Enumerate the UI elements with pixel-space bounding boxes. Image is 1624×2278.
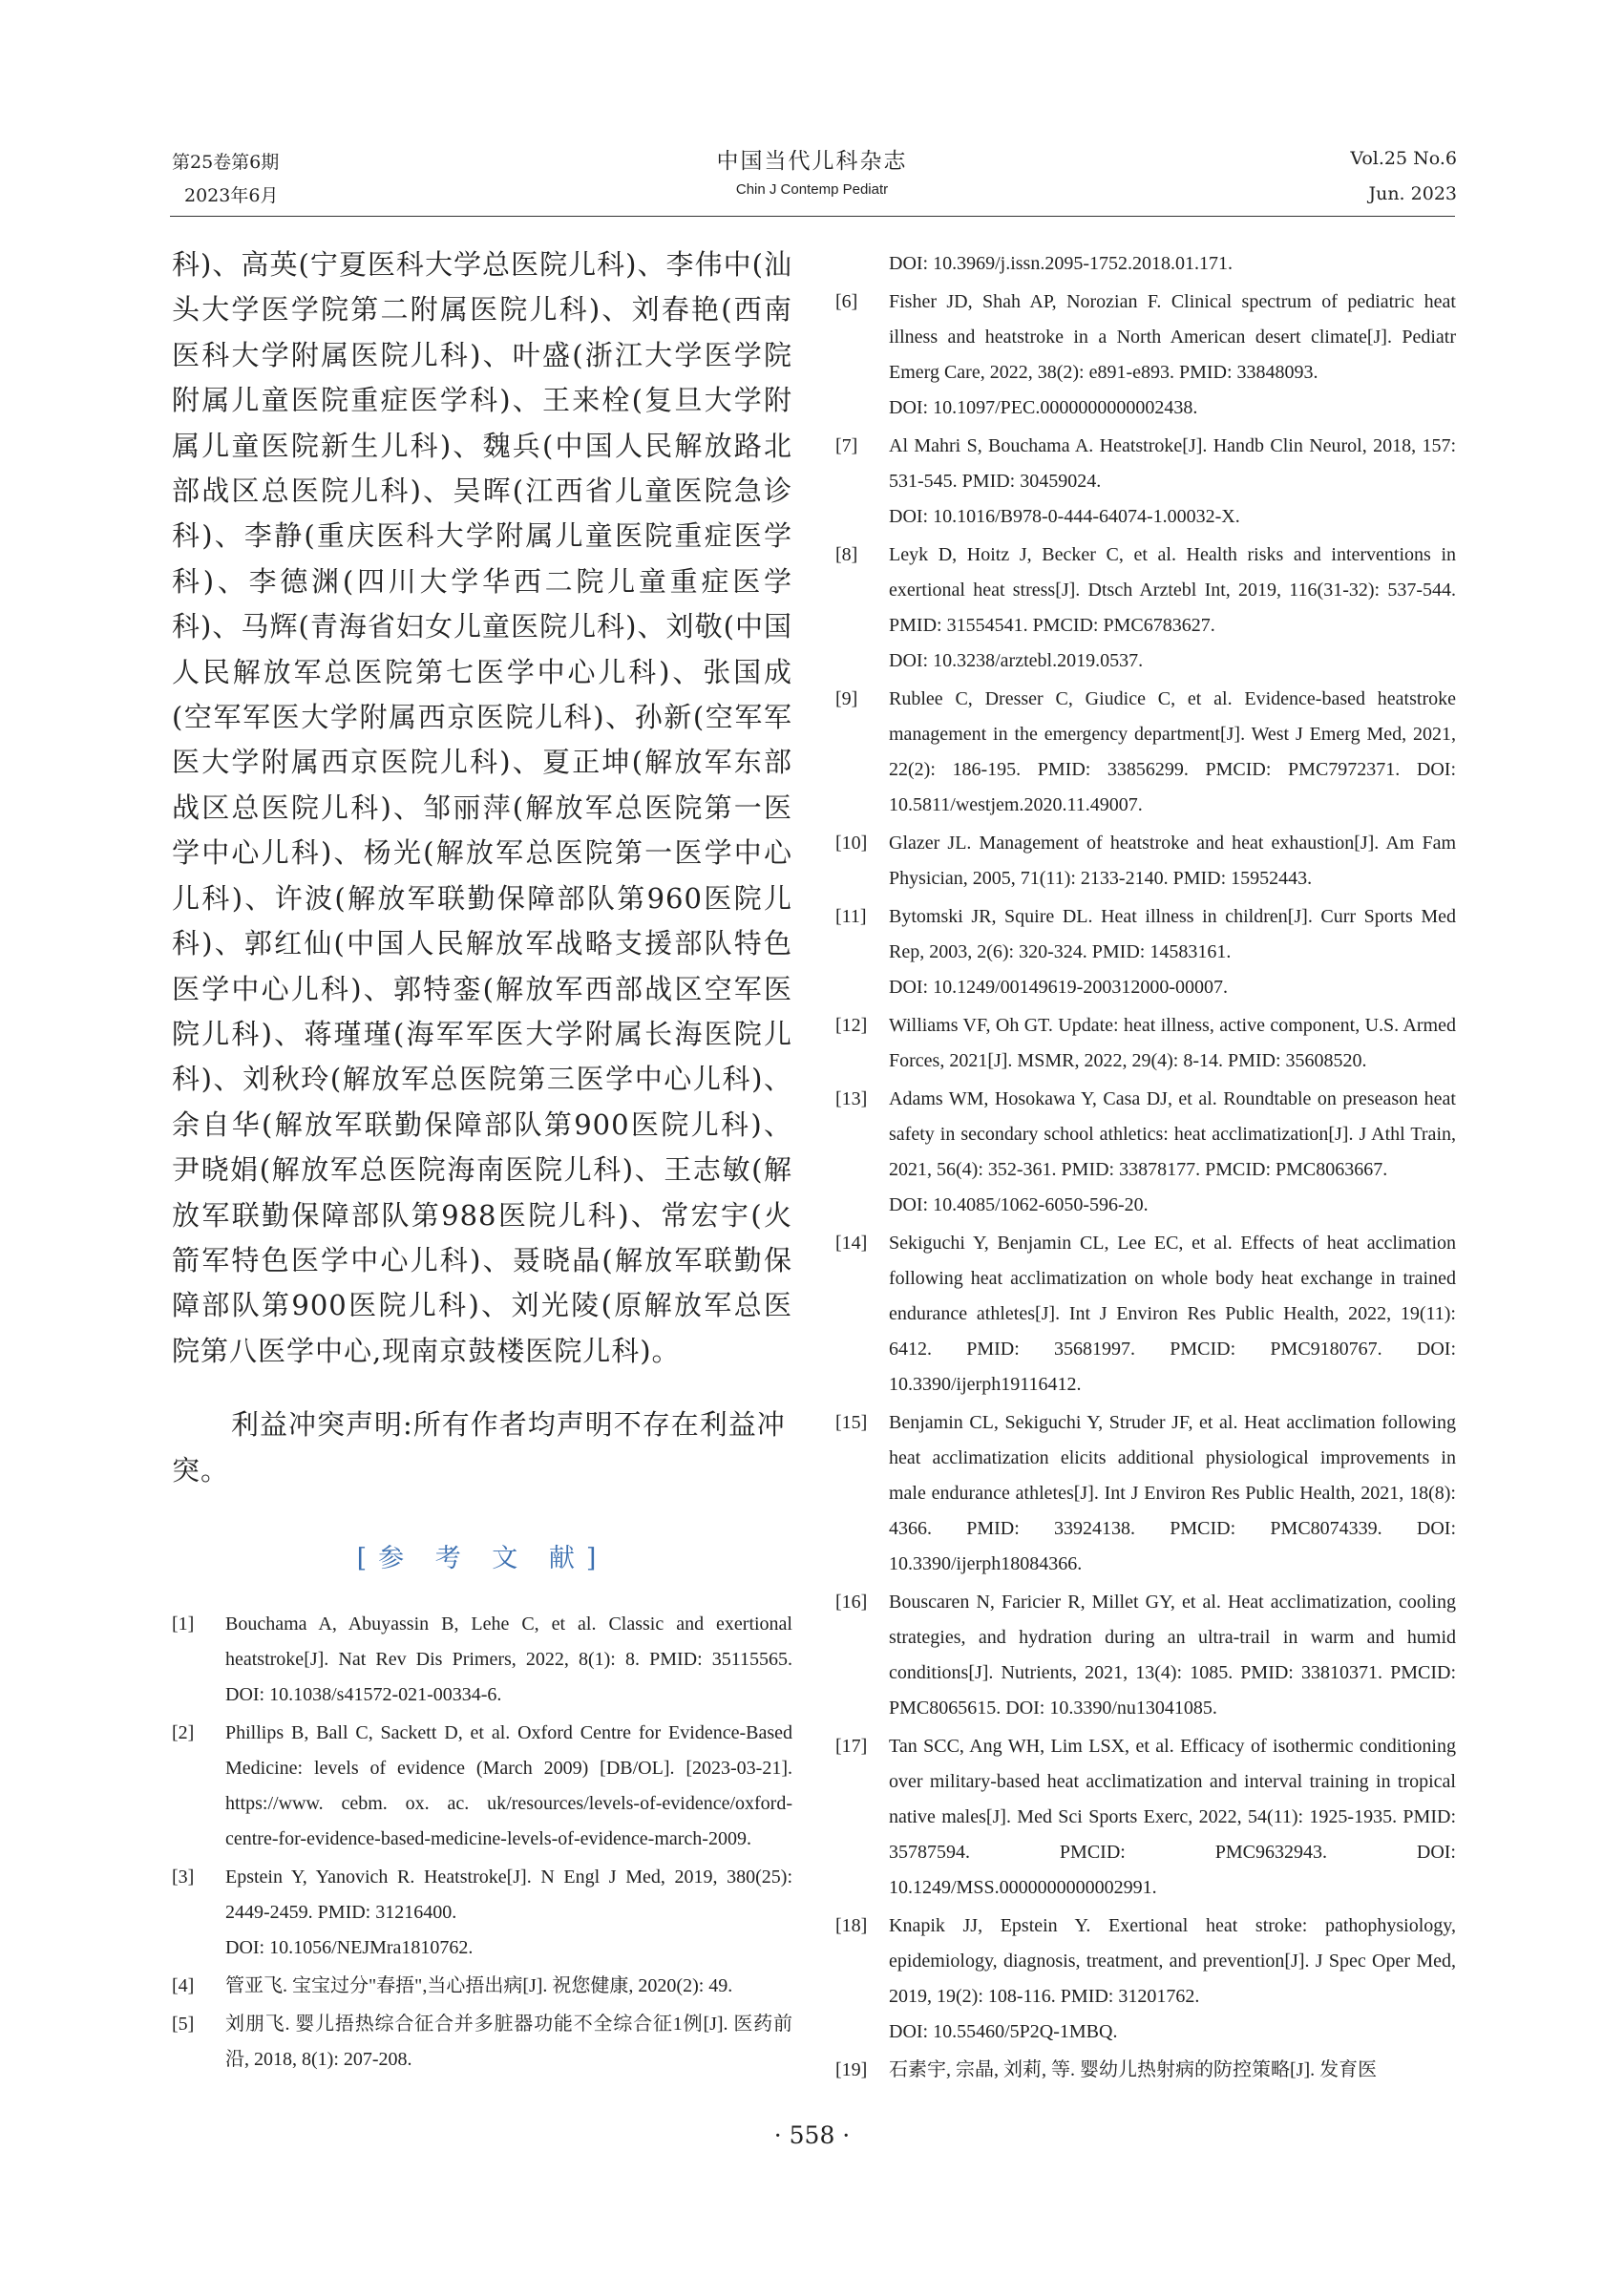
reference-text: Epstein Y, Yanovich R. Heatstroke[J]. N Engl J Med, 2019, 380(25): 2449-2459. PMID: 31216400. [225,1866,792,1923]
page-header [0,0,1624,229]
reference-item [835,899,1456,1005]
reference-number: [17] [835,1736,868,1757]
reference-doi: DOI: 10.55460/5P2Q-1MBQ. [889,2021,1118,2042]
reference-number: [5] [172,2013,195,2035]
reference-text: Williams VF, Oh GT. Update: heat illness, active component, U.S. Armed Forces, 2021[J]. MSMR, 2022, 29(4): 8-14. PMID: 35608520. [889,1015,1456,1071]
reference-item [835,826,1456,896]
reference-text: Al Mahri S, Bouchama A. Heatstroke[J]. Handb Clin Neurol, 2018, 157: 531-545. PMID: 30459024. [889,435,1456,492]
reference-text: 管亚飞. 宝宝过分"春捂",当心捂出病[J]. 祝您健康, 2020(2): 49. [225,1974,733,1996]
journal-title-cn: 中国当代儿科杂志 [716,149,908,174]
reference-item [835,1729,1456,1906]
reference-item [172,2007,792,2078]
acknowledgement-body: 科)、高英(宁夏医科大学总医院儿科)、李伟中(汕头大学医学院第二附属医院儿科)、刘春艳(西南医科大学附属医院儿科)、叶盛(浙江大学医学院附属儿童医院重症医学科)、王来栓(复旦大学附属儿童医院新生儿科)、魏兵(中国人民解放路北部战区总医院儿科)、吴晖(江西省儿童医院急诊科)、李静(重庆医科大学附属儿童医院重症医学科)、李德渊(四川大学华西二院儿童重症医学科)、马辉(青海省妇女儿童医院儿科)、刘敬(中国人民解放军总医院第七医学中心儿科)、张国成(空军军医大学附属西京医院儿科)、孙新(空军军医大学附属西京医院儿科)、夏正坤(解放军东部战区总医院儿科)、邹丽萍(解放军总医院第一医学中心儿科)、杨光(解放军总医院第一医学中心儿科)、许波(解放军联勤保障部队第960医院儿科)、郭红仙(中国人民解放军战略支援部队特色医学中心儿科)、郭特銮(解放军西部战区空军医院儿科)、蒋瑾瑾(海军军医大学附属长海医院儿科)、刘秋玲(解放军总医院第三医学中心儿科)、余自华(解放军联勤保障部队第900医院儿科)、尹晓娟(解放军总医院海南医院儿科)、王志敏(解放军联勤保障部队第988医院儿科)、常宏宇(火箭军特色医学中心儿科)、聂晓晶(解放军联勤保障部队第900医院儿科)、刘光陵(原解放军总医院第八医学中心,现南京鼓楼医院儿科)。 [172,248,792,1367]
reference-number: [12] [835,1015,868,1036]
reference-number: [14] [835,1233,868,1254]
reference-number: [19] [835,2059,868,2080]
reference-text: Tan SCC, Ang WH, Lim LSX, et al. Efficacy of isothermic conditioning over military-based heat acclimatization and interval training in tropical native males[J]. Med Sci Sports Exerc, 2022, 54(11): 1925-1935. PMID: 35787594. PMCID: PMC9632943. DOI: 10.1249/MSS.0000000000002991. [889,1736,1456,1898]
reference-text: Glazer JL. Management of heatstroke and heat exhaustion[J]. Am Fam Physician, 2005, 71(11): 2133-2140. PMID: 15952443. [889,833,1456,889]
reference-item [172,1607,792,1713]
reference-number: [6] [835,291,858,312]
reference-number: [3] [172,1866,195,1888]
reference-item [835,1082,1456,1223]
reference-item [835,682,1456,823]
reference-text: Benjamin CL, Sekiguchi Y, Struder JF, et al. Heat acclimation following heat acclimatization elicits additional physiological improvements in male endurance athletes[J]. Int J Environ Res Public Health, 2021, 18(8): 4366. PMID: 33924138. PMCID: PMC8074339. DOI: 10.3390/ijerph18084366. [889,1412,1456,1574]
reference-number: [16] [835,1592,868,1613]
reference-text: Leyk D, Hoitz J, Becker C, et al. Health risks and interventions in exertional heat stress[J]. Dtsch Arztebl Int, 2019, 116(31-32): 537-544. PMID: 31554541. PMCID: PMC6783627. [889,544,1456,636]
reference-doi: DOI: 10.1016/B978-0-444-64074-1.00032-X. [889,506,1240,527]
reference-item [172,1969,792,2004]
reference-number: [4] [172,1974,195,1996]
reference-number: [11] [835,906,867,927]
reference-text: 石素宇, 宗晶, 刘莉, 等. 婴幼儿热射病的防控策略[J]. 发育医 [889,2059,1378,2080]
reference-number: [13] [835,1088,868,1109]
page-number: · 558 · [773,2121,851,2149]
reference-number: [9] [835,688,858,709]
reference-number: [2] [172,1721,195,1743]
reference-text: Phillips B, Ball C, Sackett D, et al. Oxford Centre for Evidence-Based Medicine: levels of evidence (March 2009) [DB/OL]. [2023-03-21]. https://www. cebm. ox. ac. uk/resources/levels-of-evidence/oxford-centre-for-evidence-based-medicine-levels-of-evidence-march-2009. [225,1721,792,1849]
reference-doi: DOI: 10.3238/arztebl.2019.0537. [889,650,1144,671]
right-column [835,246,1456,2091]
reference-item [835,1585,1456,1726]
reference-text: 刘朋飞. 婴儿捂热综合征合并多脏器功能不全综合征1例[J]. 医药前沿, 2018, 8(1): 207-208. [225,2013,792,2070]
journal-title-en: Chin J Contemp Pediatr [735,181,889,198]
reference-item [835,1008,1456,1079]
reference-text: Bouchama A, Abuyassin B, Lehe C, et al. Classic and exertional heatstroke[J]. Nat Rev Dis Primers, 2022, 8(1): 8. PMID: 35115565. DOI: 10.1038/s41572-021-00334-6. [225,1613,792,1705]
reference-number: [15] [835,1412,868,1433]
reference-item [835,1226,1456,1403]
reference-text: Rublee C, Dresser C, Giudice C, et al. Evidence-based heatstroke management in the emergency department[J]. West J Emerg Med, 2021, 22(2): 186-195. PMID: 33856299. PMCID: PMC7972371. DOI: 10.5811/westjem.2020.11.49007. [889,688,1456,815]
journal-date-en: Jun. 2023 [1368,183,1457,204]
reference-number: [1] [172,1613,195,1635]
reference-doi: DOI: 10.1249/00149619-200312000-00007. [889,977,1228,998]
reference-number: [8] [835,544,858,565]
reference-doi: DOI: 10.4085/1062-6050-596-20. [889,1194,1149,1215]
reference-number: [18] [835,1915,868,1936]
reference-text: Sekiguchi Y, Benjamin CL, Lee EC, et al. Effects of heat acclimation following heat acclimatization on whole body heat exchange in trained endurance athletes[J]. Int J Environ Res Public Health, 2022, 19(11): 6412. PMID: 35681997. PMCID: PMC9180767. DOI: 10.3390/ijerph19116412. [889,1233,1456,1395]
reference-item [835,538,1456,679]
journal-date: 2023年6月 [184,185,279,206]
references-list-right [835,285,1456,2088]
references-list-left [172,1607,792,2078]
reference-text: Bouscaren N, Faricier R, Millet GY, et al. Heat acclimatization, cooling strategies, and hydration during an ultra-trail in warm and humid conditions[J]. Nutrients, 2021, 13(4): 1085. PMID: 33810371. PMCID: PMC8065615. DOI: 10.3390/nu13041085. [889,1592,1456,1719]
reference-doi: DOI: 10.1097/PEC.0000000000002438. [889,397,1198,418]
reference-item [835,1405,1456,1582]
left-column [172,243,792,2080]
reference-text: Fisher JD, Shah AP, Norozian F. Clinical spectrum of pediatric heat illness and heatstroke in a North American desert climate[J]. Pediatr Emerg Care, 2022, 38(2): e891-e893. PMID: 33848093. [889,291,1456,383]
reference-number: [10] [835,833,868,854]
header-rule [170,216,1455,217]
reference-doi: DOI: 10.1056/NEJMra1810762. [225,1936,474,1958]
reference-item [835,285,1456,426]
reference-item [835,429,1456,535]
conflict-of-interest-statement: 利益冲突声明:所有作者均声明不存在利益冲突。 [172,1408,786,1487]
reference-item [172,1716,792,1857]
reference-text: Adams WM, Hosokawa Y, Casa DJ, et al. Roundtable on preseason heat safety in secondary school athletics: heat acclimatization[J]. J Athl Train, 2021, 56(4): 352-361. PMID: 33878177. PMCID: PMC8063667. [889,1088,1456,1180]
reference-text: Bytomski JR, Squire DL. Heat illness in children[J]. Curr Sports Med Rep, 2003, 2(6): 320-324. PMID: 14583161. [889,906,1456,962]
journal-volume-en: Vol.25 No.6 [1350,148,1457,169]
reference-number: [7] [835,435,858,456]
reference-item [835,1909,1456,2050]
journal-volume-issue: 第25卷第6期 [172,152,280,173]
reference-continuation: DOI: 10.3969/j.issn.2095-1752.2018.01.171. [889,253,1233,274]
reference-item [172,1860,792,1966]
reference-text: Knapik JJ, Epstein Y. Exertional heat stroke: pathophysiology, epidemiology, diagnosis, treatment, and prevention[J]. J Spec Oper Med, 2019, 19(2): 108-116. PMID: 31201762. [889,1915,1456,2007]
references-heading: [参 考 文 献] [356,1543,608,1573]
reference-item [835,2053,1456,2088]
